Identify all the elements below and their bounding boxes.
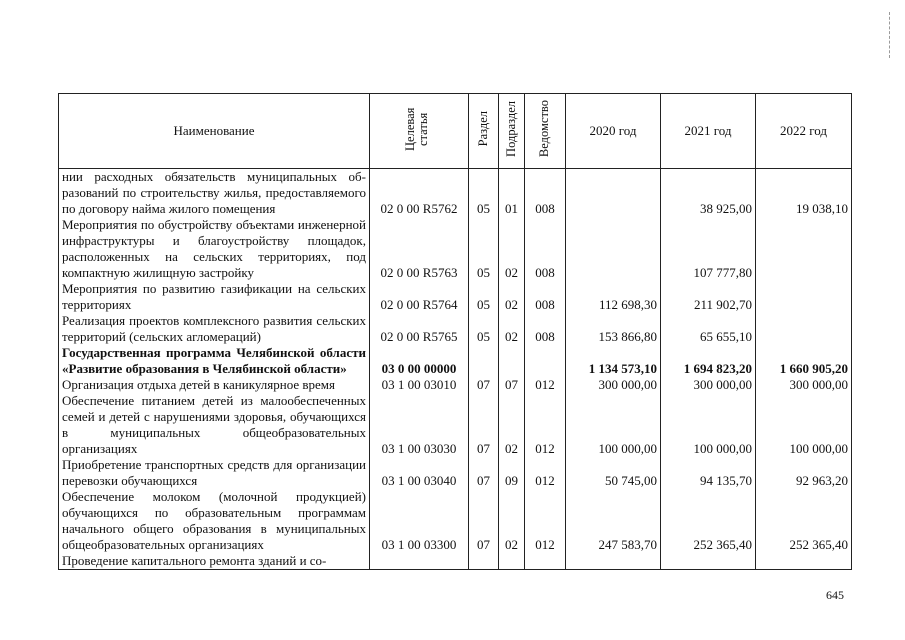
row-target: 03 0 00 00000 — [370, 345, 469, 377]
row-2020 — [566, 553, 661, 570]
row-target: 03 1 00 03300 — [370, 489, 469, 553]
row-target — [370, 553, 469, 570]
row-target: 03 1 00 03040 — [370, 457, 469, 489]
row-target: 02 0 00 R5762 — [370, 169, 469, 218]
header-name: Наименование — [59, 94, 370, 169]
row-2022: 19 038,10 — [756, 169, 852, 218]
header-target-label: Целевая статья — [403, 107, 431, 151]
table-row — [59, 217, 852, 281]
row-department: 012 — [525, 393, 566, 457]
row-2021 — [661, 553, 756, 570]
table-header — [59, 94, 852, 169]
row-department: 012 — [525, 457, 566, 489]
row-section — [469, 345, 499, 377]
row-name: Обеспечение молоком (молочной продукцией) обучающихся по образовательным программам начального общего образования в муниципальных общеобразовательных организациях — [59, 489, 370, 553]
page-number: 645 — [826, 588, 844, 602]
row-name: Организация отдыха детей в каникулярное время — [59, 377, 370, 393]
row-2021: 300 000,00 — [661, 377, 756, 393]
row-name: Реализация проектов комплексного развития сельских территорий (сельских агломераций) — [59, 313, 370, 345]
row-2021: 252 365,40 — [661, 489, 756, 553]
header-department-label: Ведомство — [537, 100, 552, 158]
row-name: Обеспечение питанием детей из малообеспеченных семей и детей с нарушениями здоровья, обучающихся в муниципальных общеобразовательных организациях — [59, 393, 370, 457]
row-department: 008 — [525, 281, 566, 313]
row-subsection — [499, 345, 525, 377]
row-subsection: 02 — [499, 489, 525, 553]
row-section: 07 — [469, 489, 499, 553]
row-subsection: 02 — [499, 217, 525, 281]
row-2020: 153 866,80 — [566, 313, 661, 345]
row-2021: 38 925,00 — [661, 169, 756, 218]
row-2022: 1 660 905,20 — [756, 345, 852, 377]
row-department: 008 — [525, 217, 566, 281]
row-target: 02 0 00 R5765 — [370, 313, 469, 345]
row-name: нии расходных обязательств муниципальных образований по строительству жилья, предоставляемого по договору найма жилого помещения — [59, 169, 370, 218]
header-department — [525, 94, 566, 169]
row-2021: 65 655,10 — [661, 313, 756, 345]
row-2022 — [756, 217, 852, 281]
row-name: Мероприятия по обустройству объектами инженерной инфраструктуры и благоустройству площадок, расположенных на сельских территориях, под компактную жилищную застройку — [59, 217, 370, 281]
row-2021: 211 902,70 — [661, 281, 756, 313]
row-2022: 92 963,20 — [756, 457, 852, 489]
header-2020: 2020 год — [566, 94, 661, 169]
row-section: 05 — [469, 169, 499, 218]
row-2020 — [566, 169, 661, 218]
row-subsection: 09 — [499, 457, 525, 489]
row-name: Государственная программа Челябинской области «Развитие образования в Челябинской области» — [59, 345, 370, 377]
table-row — [59, 553, 852, 570]
row-2022 — [756, 313, 852, 345]
table-row — [59, 377, 852, 393]
row-section: 07 — [469, 457, 499, 489]
row-2022: 100 000,00 — [756, 393, 852, 457]
header-section — [469, 94, 499, 169]
row-department — [525, 553, 566, 570]
row-subsection: 01 — [499, 169, 525, 218]
row-2022: 300 000,00 — [756, 377, 852, 393]
row-2020: 100 000,00 — [566, 393, 661, 457]
row-target: 03 1 00 03010 — [370, 377, 469, 393]
table-row — [59, 313, 852, 345]
table-row-program — [59, 345, 852, 377]
row-subsection — [499, 553, 525, 570]
row-2020: 50 745,00 — [566, 457, 661, 489]
row-2021: 1 694 823,20 — [661, 345, 756, 377]
row-section: 05 — [469, 281, 499, 313]
table-row — [59, 489, 852, 553]
row-department: 008 — [525, 313, 566, 345]
row-subsection: 02 — [499, 313, 525, 345]
row-2021: 94 135,70 — [661, 457, 756, 489]
row-2021: 107 777,80 — [661, 217, 756, 281]
table-row — [59, 281, 852, 313]
table-row — [59, 393, 852, 457]
row-section: 07 — [469, 393, 499, 457]
row-subsection: 02 — [499, 281, 525, 313]
row-section — [469, 553, 499, 570]
row-2021: 100 000,00 — [661, 393, 756, 457]
table-row — [59, 169, 852, 218]
row-2020: 1 134 573,10 — [566, 345, 661, 377]
budget-table — [58, 93, 852, 570]
row-name: Мероприятия по развитию газификации на сельских территориях — [59, 281, 370, 313]
row-2020: 247 583,70 — [566, 489, 661, 553]
row-target: 02 0 00 R5763 — [370, 217, 469, 281]
row-target: 02 0 00 R5764 — [370, 281, 469, 313]
row-2022 — [756, 281, 852, 313]
row-section: 05 — [469, 217, 499, 281]
row-department: 008 — [525, 169, 566, 218]
row-name: Проведение капитального ремонта зданий и со- — [59, 553, 370, 570]
header-2022: 2022 год — [756, 94, 852, 169]
header-target — [370, 94, 469, 169]
header-subsection-label: Подраздел — [503, 101, 518, 157]
table-row — [59, 457, 852, 489]
row-department: 012 — [525, 377, 566, 393]
row-2020: 300 000,00 — [566, 377, 661, 393]
crop-mark — [889, 12, 890, 58]
header-section-label: Раздел — [475, 111, 490, 147]
row-section: 07 — [469, 377, 499, 393]
header-2021: 2021 год — [661, 94, 756, 169]
row-target: 03 1 00 03030 — [370, 393, 469, 457]
row-subsection: 02 — [499, 393, 525, 457]
row-subsection: 07 — [499, 377, 525, 393]
row-department — [525, 345, 566, 377]
row-2022 — [756, 553, 852, 570]
row-name: Приобретение транспортных средств для организации перевозки обучающихся — [59, 457, 370, 489]
row-section: 05 — [469, 313, 499, 345]
row-department: 012 — [525, 489, 566, 553]
header-subsection — [499, 94, 525, 169]
row-2022: 252 365,40 — [756, 489, 852, 553]
row-2020 — [566, 217, 661, 281]
row-2020: 112 698,30 — [566, 281, 661, 313]
